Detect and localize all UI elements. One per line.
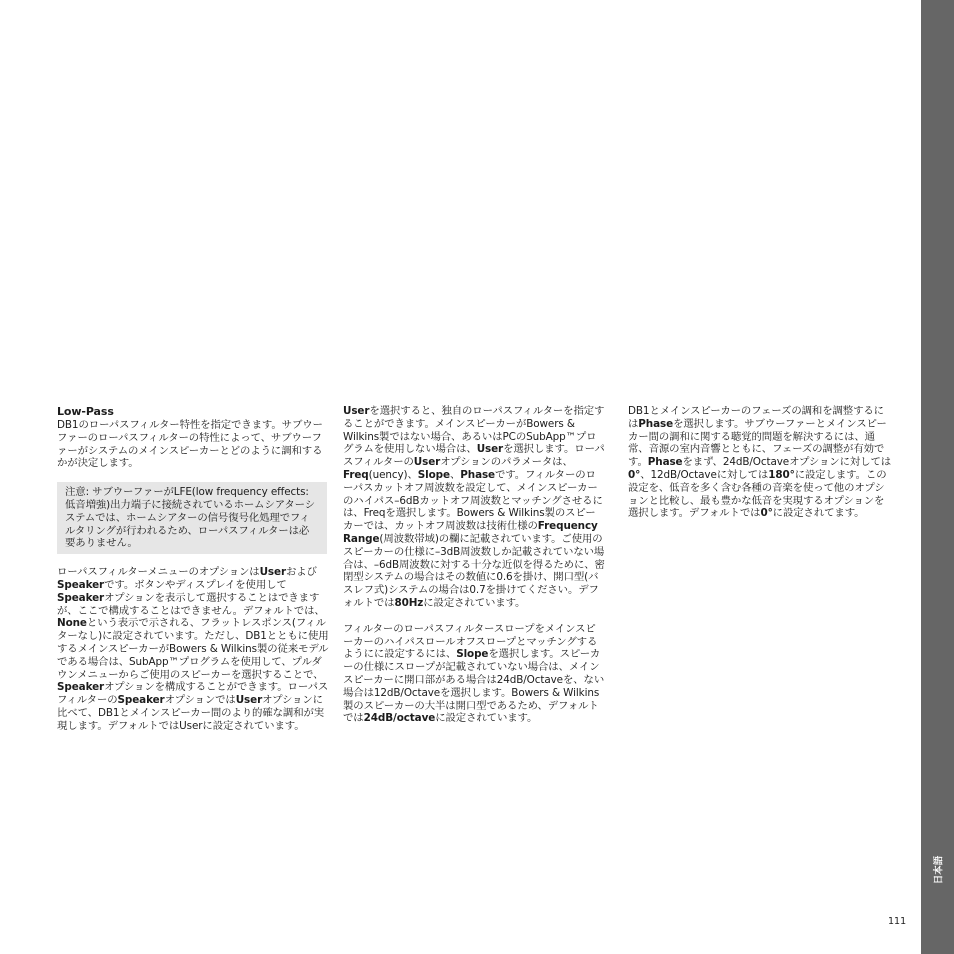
page-number: 111 — [888, 916, 907, 927]
user-filter-paragraph: Userを選択すると、独自のローパスフィルターを指定することができます。メインスピーカーがBowers & Wilkins製ではない場合、あるいはPCのSubApp™プログラムを使用しない場合は、Userを選択します。ローパスフィルターのUserオプションのパラメータは、Freq(uency)、Slope、Phaseです。フィルターのローパスカットオフ周波数を設定して、メインスピーカーのハイパス–6dBカットオフ周波数とマッチングさせるには、Freqを選択します。Bowers & Wilkins製のスピーカーでは、カットオフ周波数は技術仕様のFrequency Range(周波数帯域)の欄に記載されています。ご使用のスピーカーの仕様に–3dB周波数しか記載されていない場合は、–6dB周波数に対する十分な近似を得るために、密閉型システムの場合はその数値に0.6を掛け、開口型(バスレフ式)システムの場合は0.7を掛けてください。デフォルトでは80Hzに設定されています。 — [343, 405, 605, 609]
language-label: 日本語 — [933, 855, 945, 885]
column-1 — [57, 405, 329, 733]
sidebar-strip — [921, 0, 954, 954]
section-heading: Low-Pass — [57, 405, 114, 418]
note-text: 注意: サブウーファーがLFE(low frequency effects: 低音増強)出力端子に接続されているホームシアターシステムでは、ホームシアターの信号復号化処理でフィルタリングが行われるため、ローパスフィルターは必要ありません。 — [65, 486, 315, 550]
column-3 — [628, 405, 892, 520]
column-2 — [343, 405, 605, 725]
intro-paragraph: DB1のローパスフィルター特性を指定できます。サブウーファーのローパスフィルターの特性によって、サブウーファーがシステムのメインスピーカーとどのように調和するかが決定します。 — [57, 419, 323, 470]
slope-paragraph: フィルターのローパスフィルタースロープをメインスピーカーのハイパスロールオフスロープとマッチングするようにに設定するには、Slopeを選択します。スピーカーの仕様にスロープが記載されていない場合は、メインスピーカーに開口部がある場合は24dB/Octaveを、ない場合は12dB/Octaveを選択します。Bowers & Wilkins製のスピーカーの大半は開口型であるため、デフォルトでは24dB/octaveに設定されています。 — [343, 622, 605, 725]
phase-paragraph: DB1とメインスピーカーのフェーズの調和を調整するにはPhaseを選択します。サブウーファーとメインスピーカー間の調和に関する聴覚的問題を解決するには、通常、音源の室内音響とともに、フェーズの調整が有効です。Phaseをまず、24dB/Octaveオプションに対しては0°、12dB/Octaveに対しては180°に設定します。この設定を、低音を多く含む各種の音楽を使って他のオプションと比較し、最も豊かな低音を実現するオプションを選択します。デフォルトでは0°に設定されてます。 — [628, 405, 892, 520]
note-box — [57, 482, 327, 554]
options-paragraph: ローパスフィルターメニューのオプションはUserおよびSpeakerです。ボタンやディスプレイを使用してSpeakerオプションを表示して選択することはできますが、ここで構成することはできません。デフォルトでは、Noneという表示で示される、フラットレスポンス(フィルターなし)に設定されています。ただし、DB1とともに使用するメインスピーカーがBowers & Wilkins製の従来モデルである場合は、SubApp™プログラムを使用して、プルダウンメニューからご使用のスピーカーを選択することで、Speakerオプションを構成することができます。ローパスフィルターのSpeakerオプションではUserオプションに比べて、DB1とメインスピーカー間のより的確な調和が実現します。デフォルトではUserに設定されています。 — [57, 566, 329, 732]
language-tab — [921, 850, 954, 890]
